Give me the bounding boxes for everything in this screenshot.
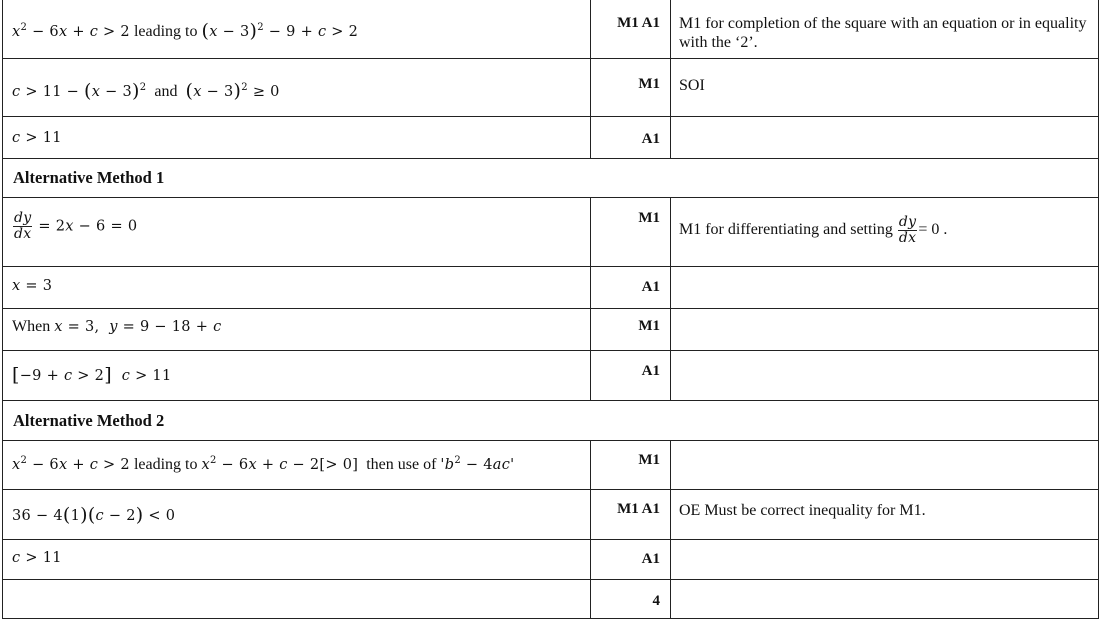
working-cell bbox=[3, 116, 590, 158]
mark-cell bbox=[590, 308, 671, 350]
working-cell bbox=[3, 266, 590, 308]
working-text: When bbox=[12, 318, 51, 335]
mark-cell bbox=[590, 266, 671, 308]
working-text: then use of bbox=[366, 456, 437, 473]
working-expression: $\frac{dy}{dx}$ = 2x − 6 = 0 bbox=[14, 210, 138, 242]
derivative-fraction: $\frac{dy}{dx}$ bbox=[898, 214, 917, 246]
table-row bbox=[3, 350, 1098, 401]
mark-label: M1 bbox=[638, 318, 660, 334]
table-row bbox=[3, 116, 1098, 159]
mark-cell bbox=[590, 539, 671, 579]
working-expression: $x^2 - 6x + c > 2$ leading to $(x - 3)^2 - 9 + c > 2$ bbox=[12, 20, 359, 42]
table-row bbox=[3, 539, 1098, 580]
mark-label: M1 bbox=[638, 76, 660, 92]
working-expression: c > 11 bbox=[12, 550, 62, 566]
mark-cell bbox=[590, 440, 671, 489]
table-row bbox=[3, 58, 1098, 117]
table-row bbox=[3, 579, 1098, 619]
mark-label: A1 bbox=[641, 551, 660, 567]
mark-cell bbox=[590, 116, 671, 158]
table-row bbox=[3, 440, 1098, 490]
working-text: leading to bbox=[133, 23, 198, 40]
table-row bbox=[3, 489, 1098, 540]
working-expression: $c > 11 - (x - 3)^2$ and $(x - 3)^2 \ge 0$ bbox=[12, 80, 280, 102]
table-row bbox=[3, 197, 1098, 267]
table-row bbox=[3, 400, 1098, 441]
method-heading: Alternative Method 2 bbox=[13, 411, 165, 430]
working-cell bbox=[3, 58, 590, 116]
working-expression: c > 11 bbox=[12, 130, 62, 146]
mark-cell bbox=[590, 350, 671, 400]
working-cell bbox=[3, 489, 590, 539]
guidance-suffix: = 0 . bbox=[918, 221, 948, 239]
table-row bbox=[3, 308, 1098, 351]
mark-cell bbox=[590, 58, 671, 116]
guidance-cell bbox=[671, 0, 1098, 58]
total-marks: 4 bbox=[652, 593, 660, 609]
mark-label: A1 bbox=[641, 363, 660, 379]
guidance-cell bbox=[671, 308, 1098, 350]
guidance-cell bbox=[671, 116, 1098, 158]
working-cell bbox=[3, 440, 590, 489]
working-expression: When x = 3, y = 9 − 18 + c bbox=[12, 318, 222, 335]
guidance-cell bbox=[671, 489, 1098, 539]
guidance-text: OE Must be correct inequality for M1. bbox=[679, 502, 926, 519]
guidance-text: M1 for completion of the square with an equation or in equality with the ‘2’. bbox=[679, 15, 1087, 51]
mark-label: M1 A1 bbox=[617, 501, 660, 517]
guidance-prefix: M1 for differentiating and setting bbox=[679, 221, 893, 239]
guidance-cell bbox=[671, 350, 1098, 400]
working-text: and bbox=[154, 83, 178, 100]
working-cell bbox=[3, 308, 590, 350]
guidance-cell bbox=[671, 58, 1098, 116]
mark-label: A1 bbox=[641, 131, 660, 147]
guidance-text: SOI bbox=[679, 77, 705, 94]
working-expression: 36 − 4(1)(c − 2) < 0 bbox=[12, 504, 176, 526]
table-row bbox=[3, 158, 1098, 198]
table-row bbox=[3, 0, 1098, 59]
mark-cell bbox=[590, 0, 671, 58]
guidance-cell bbox=[671, 579, 1098, 618]
guidance-cell bbox=[671, 539, 1098, 579]
mark-label: M1 A1 bbox=[617, 15, 660, 31]
guidance-text bbox=[679, 215, 947, 246]
working-cell bbox=[3, 539, 590, 579]
working-cell bbox=[3, 0, 590, 58]
table-row bbox=[3, 266, 1098, 309]
guidance-cell bbox=[671, 266, 1098, 308]
guidance-cell bbox=[671, 197, 1098, 266]
mark-label: M1 bbox=[638, 210, 660, 226]
working-cell bbox=[3, 579, 590, 618]
mark-cell bbox=[590, 489, 671, 539]
mark-cell bbox=[590, 579, 671, 618]
mark-label: M1 bbox=[638, 452, 660, 468]
working-cell bbox=[3, 197, 590, 266]
mark-scheme-table bbox=[2, 0, 1099, 619]
guidance-cell bbox=[671, 440, 1098, 489]
working-cell bbox=[3, 350, 590, 400]
working-text: leading to bbox=[133, 456, 198, 473]
method-heading: Alternative Method 1 bbox=[13, 168, 165, 187]
mark-label: A1 bbox=[641, 279, 660, 295]
working-expression: [−9 + c > 2] c > 11 bbox=[12, 364, 172, 386]
mark-cell bbox=[590, 197, 671, 266]
working-expression: $x^2 - 6x + c > 2$ leading to $x^2 - 6x + c - 2[> 0]$ then use of '$b^2 - 4ac$' bbox=[12, 455, 515, 473]
working-expression: x = 3 bbox=[12, 278, 53, 294]
